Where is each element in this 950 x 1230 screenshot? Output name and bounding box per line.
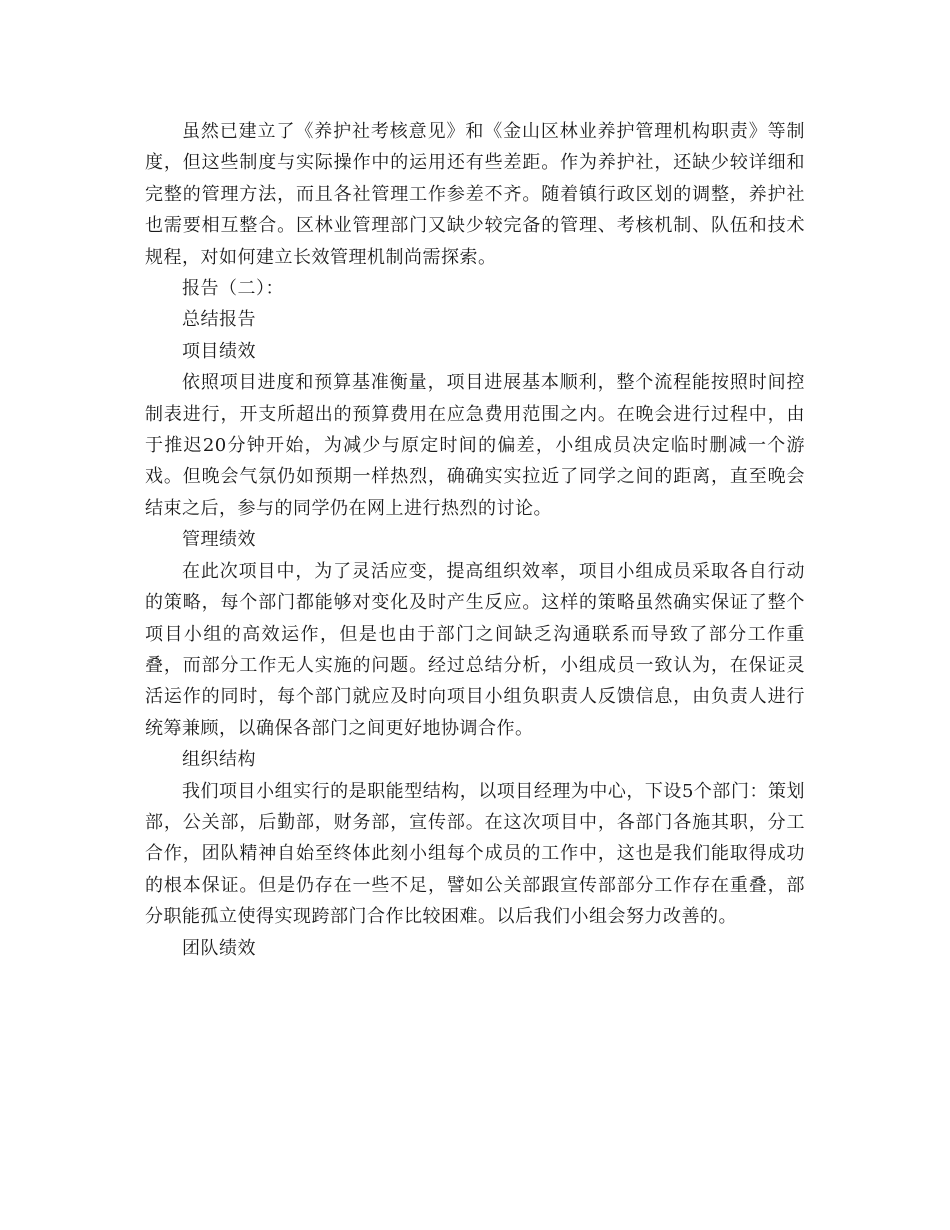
heading-project-performance: 项目绩效 <box>182 340 256 362</box>
heading-summary-report: 总结报告 <box>182 309 256 331</box>
paragraph-system-gap: 虽然已建立了《养护社考核意见》和《金山区林业养护管理机构职责》等制度，但这些制度与实际操作中的运用还有些差距。作为养护社，还缺少较详细和完整的管理方法，而且各社管理工作参差不齐。随着镇行政区划的调整，养护社也需要相互整合。区林业管理部门又缺少较完备的管理、考核机制、队伍和技术规程，对如何建立长效管理机制尚需探索。 <box>145 121 805 268</box>
heading-management-performance: 管理绩效 <box>182 529 256 551</box>
heading-team-performance: 团队绩效 <box>182 937 256 959</box>
paragraph-organization-structure: 我们项目小组实行的是职能型结构，以项目经理为中心，下设5个部门：策划部，公关部，后勤部，财务部，宣传部。在这次项目中，各部门各施其职，分工合作，团队精神自始至终体此刻小组每个成员的工作中，这也是我们能取得成功的根本保证。但是仍存在一些不足，譬如公关部跟宣传部部分工作存在重叠，部分职能孤立使得实现跨部门合作比较困难。以后我们小组会努力改善的。 <box>145 780 805 928</box>
document-body <box>145 116 805 964</box>
heading-organization-structure: 组织结构 <box>182 749 256 771</box>
heading-report-two: 报告（二）： <box>182 278 284 300</box>
paragraph-project-performance: 依照项目进度和预算基准衡量，项目进展基本顺利，整个流程能按照时间控制表进行，开支所超出的预算费用在应急费用范围之内。在晚会进行过程中，由于推迟20分钟开始，为减少与原定时间的偏差，小组成员决定临时删减一个游戏。但晚会气氛仍如预期一样热烈，确确实实拉近了同学之间的距离，直至晚会结束之后，参与的同学仍在网上进行热烈的讨论。 <box>145 372 805 519</box>
paragraph-management-performance: 在此次项目中，为了灵活应变，提高组织效率，项目小组成员采取各自行动的策略，每个部门都能够对变化及时产生反应。这样的策略虽然确实保证了整个项目小组的高效运作，但是也由于部门之间缺乏沟通联系而导致了部分工作重叠，而部分工作无人实施的问题。经过总结分析，小组成员一致认为，在保证灵活运作的同时，每个部门就应及时向项目小组负职责人反馈信息，由负责人进行统筹兼顾，以确保各部门之间更好地协调合作。 <box>145 560 805 739</box>
